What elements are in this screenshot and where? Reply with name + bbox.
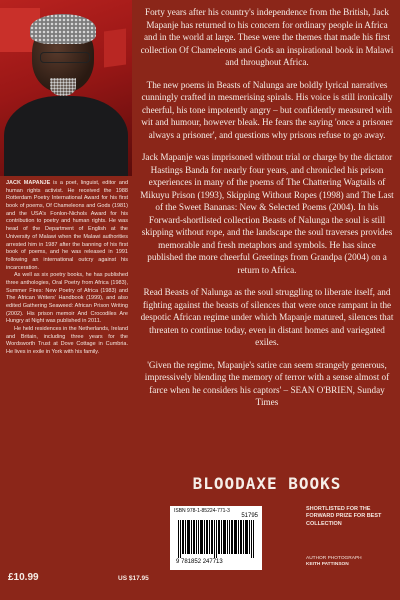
barcode-bars [178,520,254,558]
blurb-paragraph-3: Jack Mapanje was imprisoned without trial or charge by the dictator Hastings Banda for nearly four years, and chronicled his prison experiences in many of the poems of The Chattering Wagtails of Mikuyu Prison (1993), Skipping Without Ropes (1998) and The Last of the Sweet Bananas: New & Selected Poems (2004). In his Forward-shortlisted collection Beasts of Nalunga the soul is still skipping without rope, and the landscape the soul traverses provides memorable and fresh metaphors and symbols. He has since published the more cheerful Greetings from Grandpa (2004) on a return to Africa. [140,152,394,275]
author-bio [6,180,128,357]
blurb-paragraph-4: Read Beasts of Nalunga as the soul struggling to liberate itself, and fighting against the beasts of silences that were once rampant in the despotic African regime under which Mapanje matured, silences that threaten to continue today, even in distant homes and variegated exiles. [140,287,394,348]
author-figure-hair [30,14,96,44]
author-figure-glasses [40,52,90,63]
publisher-logo: BLOODAXE BOOKS [192,474,342,493]
photo-credit-name: KEITH PATTINSON [306,562,349,568]
price-gbp: £10.99 [8,572,39,583]
photo-credit-label: AUTHOR PHOTOGRAPH [306,556,362,561]
photo-backdrop-sign [104,28,126,67]
blurb-paragraph-2: The new poems in Beasts of Nalunga are boldly lyrical narratives cunningly crafted in mesmerising spirals. His voice is still ironically cheerful, his tone impotently angry – but confidently measured with wit and humour, however bleak. He fears the saying 'once a prisoner always a prisoner', and questions why prisons refuse to go away. [141,79,393,140]
price-usd: US $17.95 [118,575,149,582]
bio-paragraph-2: As well as six poetry books, he has published three anthologies, Oral Poetry from Africa (1983), Summer Fires: New Poetry of Africa (1983) and The African Writers' Handbook (1999), and also edited Gathering Seaweed: African Prison Writing (2002). His prison memoir And Crocodiles Are Hungry at Night was published in 2011. [6,272,128,325]
blurb [140,6,394,419]
barcode-price-code: 51795 [241,513,258,519]
bio-paragraph-3: He held residences in the Netherlands, Ireland and Britain, including three years for the Wordsworth Trust at Dove Cottage in Cumbria. He lives in exile in York with his family. [6,326,128,356]
bio-author-name: JACK MAPANJE [6,180,51,186]
bio-paragraph-1-text: is a poet, linguist, editor and human rights activist. He received the 1988 Rotterdam Poetry International Award for his first book of poems, Of Chameleons and Gods (1981) and the USA's Fonlon-Nichols Award for his contribution to poetry and human rights. He was head of the Department of English at the University of Malawi when the Malawi authorities arrested him in 1987 after the banning of his first book of poems, and he was released in 1991 following an international outcry against his incarceration. [6,180,128,271]
isbn-label: ISBN 978-1-85224-771-3 [174,508,230,514]
author-figure-body [4,96,128,176]
author-photo [0,0,132,176]
barcode [170,506,262,570]
shortlist-note: SHORTLISTED FOR THE FORWARD PRIZE FOR BEST COLLECTION [306,506,382,527]
barcode-digits: 9 781852 247713 [176,559,223,565]
photo-credit [306,556,396,569]
author-figure-beard [50,78,76,96]
blurb-paragraph-1: Forty years after his country's independence from the British, Jack Mapanje has returned to his concern for ordinary people in Africa and in the world at large. These were the themes that made his first collection Of Chameleons and Gods an inspirational book in Malawi and throughout Africa. [140,7,394,68]
review-quote: 'Given the regime, Mapanje's satire can seem strangely generous, impressively blending the memory of terror with a sense almost of farce when he considers his captors' – SEAN O'BRIEN, Sunday Times [144,359,390,408]
bio-paragraph-1 [6,180,128,272]
